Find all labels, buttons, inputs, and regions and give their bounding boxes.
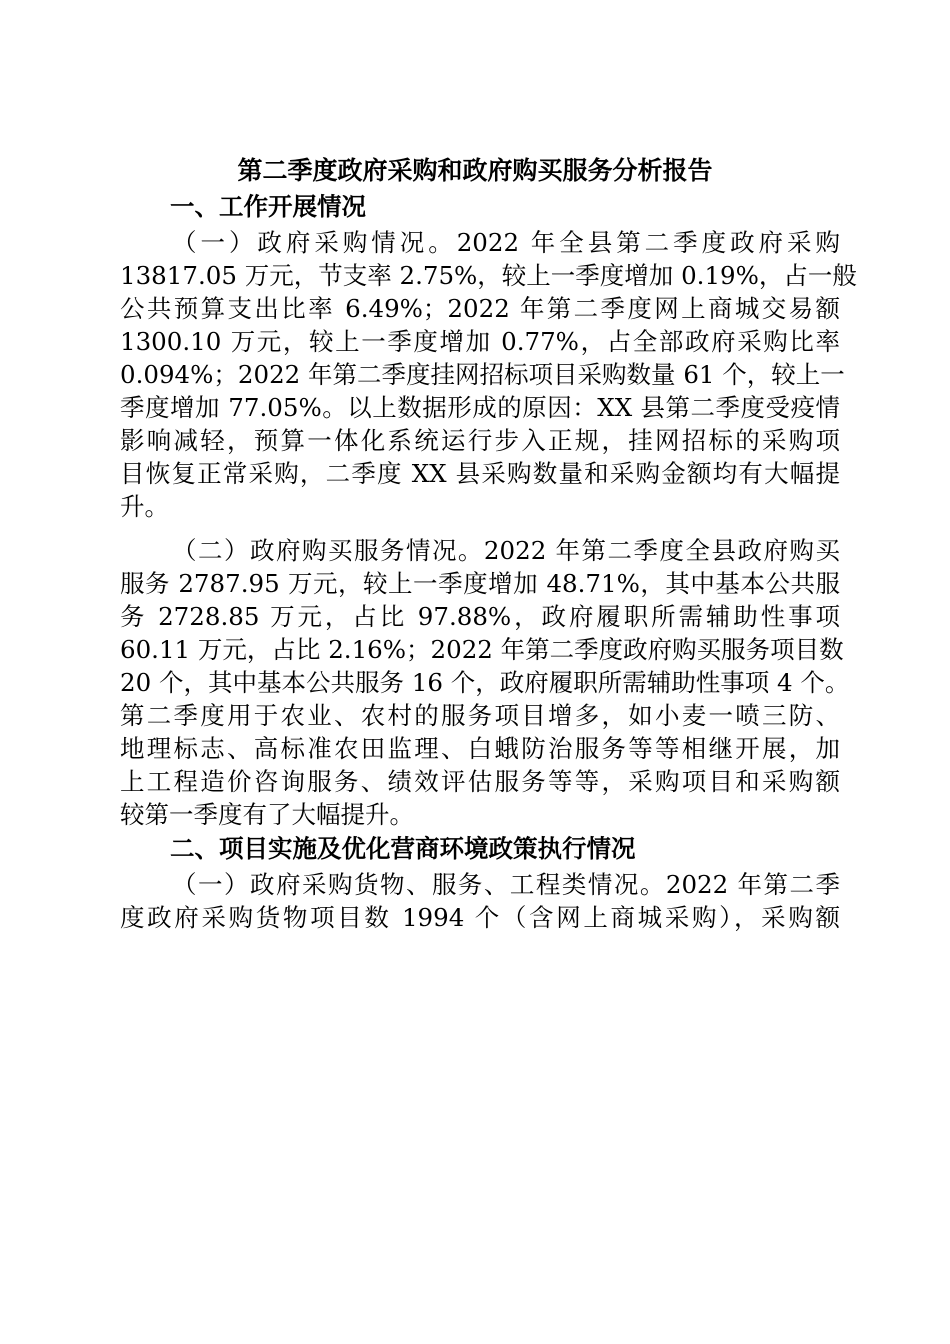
paragraph-line: 地理标志、高标准农田监理、白蛾防治服务等等相继开展，加 bbox=[120, 734, 840, 763]
paragraph-line: 60.11 万元，占比 2.16%；2022 年第二季度政府购买服务项目数 bbox=[120, 635, 844, 664]
document-title: 第二季度政府采购和政府购买服务分析报告 bbox=[237, 156, 713, 185]
paragraph-line: 升。 bbox=[120, 492, 169, 521]
paragraph-line: 服务 2787.95 万元，较上一季度增加 48.71%，其中基本公共服 bbox=[120, 569, 840, 598]
section-2-heading: 二、项目实施及优化营商环境政策执行情况 bbox=[170, 834, 636, 863]
paragraph-line: 季度增加 77.05%。以上数据形成的原因：XX 县第二季度受疫情 bbox=[120, 393, 840, 422]
paragraph-line: 较第一季度有了大幅提升。 bbox=[120, 800, 414, 829]
paragraph-line: 公共预算支出比率 6.49%；2022 年第二季度网上商城交易额 bbox=[120, 294, 840, 323]
paragraph-line: 13817.05 万元，节支率 2.75%，较上一季度增加 0.19%，占一般 bbox=[120, 261, 857, 290]
paragraph-line: 第二季度用于农业、农村的服务项目增多，如小麦一喷三防、 bbox=[120, 701, 840, 730]
section-1-heading: 一、工作开展情况 bbox=[170, 192, 366, 221]
paragraph-line: 上工程造价咨询服务、绩效评估服务等等，采购项目和采购额 bbox=[120, 767, 840, 796]
paragraph-line: （一）政府采购情况。2022 年全县第二季度政府采购 bbox=[172, 228, 840, 257]
paragraph-line: （二）政府购买服务情况。2022 年第二季度全县政府购买 bbox=[172, 536, 840, 565]
paragraph-line: 1300.10 万元，较上一季度增加 0.77%，占全部政府采购比率 bbox=[120, 327, 840, 356]
paragraph-line: 20 个，其中基本公共服务 16 个，政府履职所需辅助性事项 4 个。 bbox=[120, 668, 850, 697]
paragraph-line: 目恢复正常采购，二季度 XX 县采购数量和采购金额均有大幅提 bbox=[120, 459, 840, 488]
paragraph-line: 度政府采购货物项目数 1994 个（含网上商城采购），采购额 bbox=[120, 903, 840, 932]
paragraph-line: 务 2728.85 万元，占比 97.88%，政府履职所需辅助性事项 bbox=[120, 602, 840, 631]
paragraph-line: 影响减轻，预算一体化系统运行步入正规，挂网招标的采购项 bbox=[120, 426, 840, 455]
paragraph-line: 0.094%；2022 年第二季度挂网招标项目采购数量 61 个，较上一 bbox=[120, 360, 845, 389]
paragraph-line: （一）政府采购货物、服务、工程类情况。2022 年第二季 bbox=[172, 870, 840, 899]
